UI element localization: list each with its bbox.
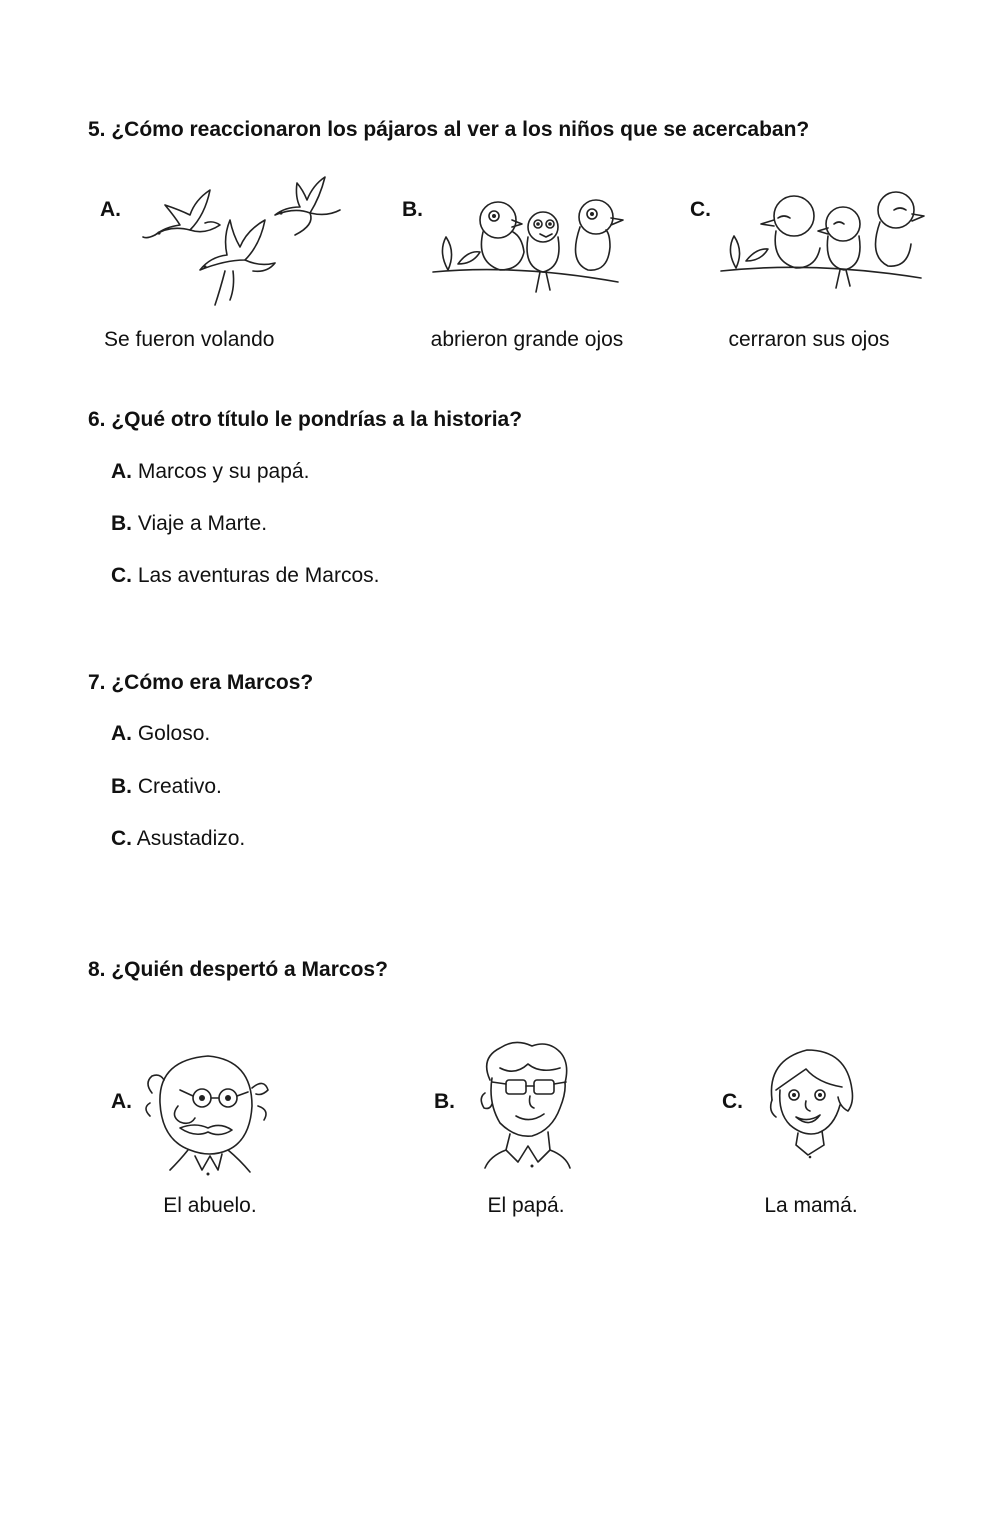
q5-option-c-caption: cerraron sus ojos xyxy=(728,328,890,351)
q7-option-b-letter: B. xyxy=(111,775,132,798)
q5-option-b-letter[interactable]: B. xyxy=(402,198,423,221)
question-6-title: 6. ¿Qué otro título le pondrías a la historia? xyxy=(88,408,523,431)
q7-option-a[interactable] xyxy=(111,722,210,746)
q7-option-b-text: Creativo. xyxy=(137,775,222,798)
q8-option-a-caption: El abuelo. xyxy=(163,1194,257,1217)
q5-option-a-letter[interactable]: A. xyxy=(100,198,121,221)
q8-option-a-letter[interactable]: A. xyxy=(111,1090,132,1113)
birds-eyes-open-image[interactable] xyxy=(428,192,628,297)
q6-option-b[interactable] xyxy=(111,512,267,536)
q6-option-c[interactable] xyxy=(111,564,379,588)
question-5-title: 5. ¿Cómo reaccionaron los pájaros al ver a los niños que se acercaban? xyxy=(88,118,810,141)
q6-option-c-text: Las aventuras de Marcos. xyxy=(137,564,380,587)
mother-image[interactable] xyxy=(762,1045,862,1160)
q6-option-a[interactable] xyxy=(111,460,309,484)
birds-eyes-closed-image[interactable] xyxy=(716,186,934,296)
q7-option-c-text: Asustadizo. xyxy=(136,827,246,850)
q6-option-a-text: Marcos y su papá. xyxy=(137,460,310,483)
q6-option-c-letter: C. xyxy=(111,564,132,587)
flying-birds-image[interactable] xyxy=(135,175,350,315)
q7-option-c[interactable] xyxy=(111,827,245,851)
q6-option-b-letter: B. xyxy=(111,512,132,535)
q8-option-b-caption: El papá. xyxy=(487,1194,565,1217)
q7-option-c-letter: C. xyxy=(111,827,132,850)
grandfather-image[interactable] xyxy=(140,1048,275,1183)
q6-option-b-text: Viaje a Marte. xyxy=(137,512,268,535)
q5-option-b-caption: abrieron grande ojos xyxy=(430,328,624,351)
q7-option-b[interactable] xyxy=(111,775,222,799)
question-7-title: 7. ¿Cómo era Marcos? xyxy=(88,671,314,694)
question-8-title: 8. ¿Quién despertó a Marcos? xyxy=(88,958,388,981)
q8-option-c-caption: La mamá. xyxy=(764,1194,858,1217)
q8-option-c-letter[interactable]: C. xyxy=(722,1090,743,1113)
q5-option-a-caption: Se fueron volando xyxy=(104,328,275,351)
father-image[interactable] xyxy=(470,1038,580,1173)
q8-option-b-letter[interactable]: B. xyxy=(434,1090,455,1113)
q7-option-a-letter: A. xyxy=(111,722,132,745)
q7-option-a-text: Goloso. xyxy=(137,722,211,745)
q6-option-a-letter: A. xyxy=(111,460,132,483)
q5-option-c-letter[interactable]: C. xyxy=(690,198,711,221)
